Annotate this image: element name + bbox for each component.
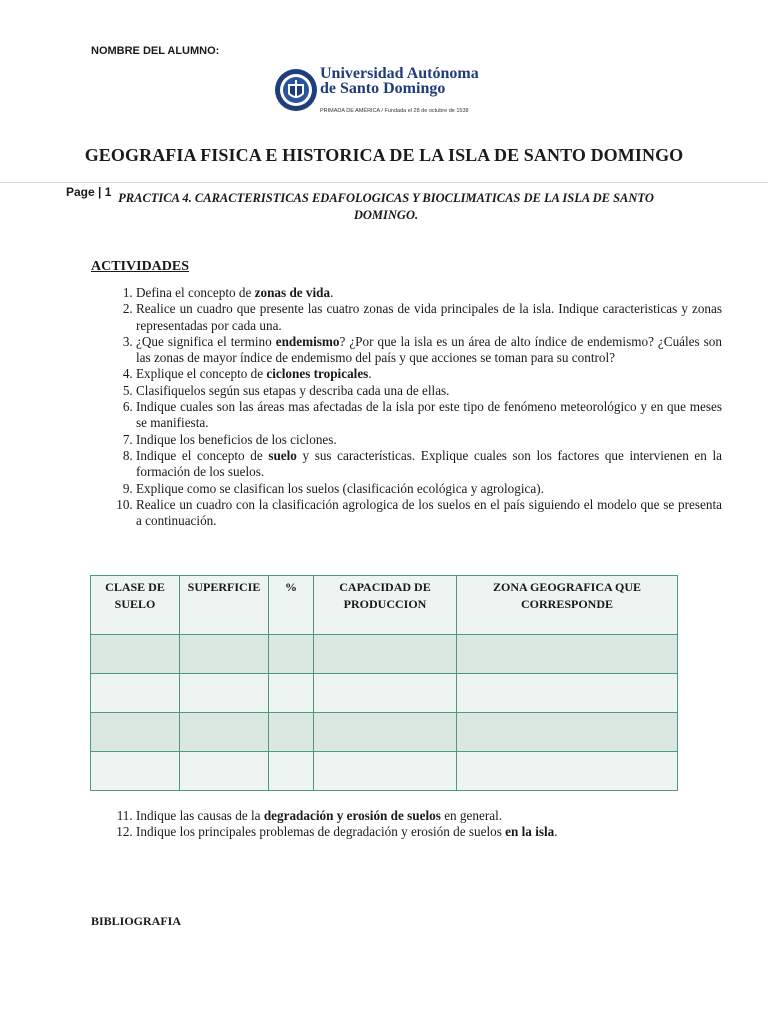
activity-item (136, 481, 722, 497)
activities-heading: ACTIVIDADES (91, 259, 190, 274)
table-cell (269, 713, 314, 752)
table-cell (180, 713, 269, 752)
university-seal-icon (274, 64, 318, 120)
page-number: Page | 1 (66, 185, 112, 199)
table-cell (91, 635, 180, 674)
activity-item (136, 448, 722, 481)
activities-list-continued (91, 808, 722, 841)
table-cell (91, 713, 180, 752)
table-cell (457, 713, 678, 752)
activity-text-tail: . (554, 824, 558, 840)
page-title: GEOGRAFIA FISICA E HISTORICA DE LA ISLA DE SANTO DOMINGO (84, 145, 684, 165)
activity-text: Realice un cuadro que presente las cuatro zonas de vida principales de la isla. Indique caracteristicas y zonas representadas por cada una. (136, 301, 722, 333)
table-cell (314, 674, 457, 713)
activity-item (136, 432, 722, 448)
activity-text-tail: y sus características. Explique cuales son los factores que intervienen en la formación de los suelos. (136, 447, 722, 480)
activity-text: Clasifiquelos según sus etapas y describa cada una de ellas. (136, 382, 450, 398)
table-cell (457, 635, 678, 674)
table-row (91, 713, 678, 752)
soil-classification-table (90, 575, 678, 791)
university-tagline: PRIMADA DE AMÉRICA / Fundada el 28 de octubre de 1538 (320, 108, 469, 114)
activity-text: Indique cuales son las áreas mas afectadas de la isla por este tipo de fenómeno meteorológico y en que meses se manifiesta. (136, 399, 722, 431)
column-header-capacidad: CAPACIDAD DE PRODUCCION (314, 576, 457, 635)
table-row (91, 752, 678, 791)
activity-emphasis: suelo (268, 447, 297, 463)
table-cell (314, 752, 457, 791)
table-row (91, 674, 678, 713)
activity-item (136, 808, 722, 824)
activity-text: Indique los beneficios de los ciclones. (136, 431, 337, 447)
university-logo (274, 64, 496, 120)
column-header-clase: CLASE DE SUELO (91, 576, 180, 635)
activity-item (136, 497, 722, 530)
activity-item (136, 383, 722, 399)
activity-text: Indique las causas de la (136, 808, 264, 823)
practice-title: PRACTICA 4. CARACTERISTICAS EDAFOLOGICAS Y BIOCLIMATICAS DE LA ISLA DE SANTO DOMINGO. (118, 191, 654, 222)
activity-text: Explique el concepto de (136, 366, 267, 382)
table-body (91, 635, 678, 791)
activity-item (136, 334, 722, 367)
table-cell (180, 752, 269, 791)
activity-emphasis: endemismo (275, 333, 340, 349)
activity-text: Indique los principales problemas de degradación y erosión de suelos (136, 824, 506, 840)
activity-emphasis: degradación y erosión de suelos (263, 808, 441, 823)
table-cell (269, 635, 314, 674)
activity-text: ¿Que significa el termino (136, 333, 276, 349)
table-row (91, 635, 678, 674)
activity-item (136, 366, 722, 382)
student-name-label: NOMBRE DEL ALUMNO: (91, 45, 220, 57)
activity-emphasis: ciclones tropicales (266, 366, 369, 382)
table-cell (180, 635, 269, 674)
table-cell (269, 674, 314, 713)
activities-list (91, 285, 722, 529)
column-header-superficie: SUPERFICIE (180, 576, 269, 635)
table-cell (91, 674, 180, 713)
header-divider (0, 182, 768, 183)
table-cell (91, 752, 180, 791)
university-name-line1: Universidad Autónoma (320, 65, 479, 82)
activity-item (136, 824, 722, 840)
table-cell (314, 713, 457, 752)
activity-text-tail: . (368, 366, 372, 382)
activity-text-tail: en general. (440, 808, 503, 823)
activity-text-tail: . (330, 285, 334, 300)
column-header-percent: % (269, 576, 314, 635)
activity-item (136, 285, 722, 301)
table-cell (180, 674, 269, 713)
activity-item (136, 301, 722, 334)
activity-text: Indique el concepto de (136, 447, 269, 463)
table-cell (457, 674, 678, 713)
activity-text: Defina el concepto de (136, 285, 255, 300)
activity-item (136, 399, 722, 432)
table-header-row (91, 576, 678, 635)
activity-emphasis: en la isla (505, 824, 555, 840)
activity-text-tail: ? ¿Por que la isla es un área de alto índice de endemismo? ¿Cuáles son las zonas de mayor índice de endemismo del país y que acciones se toman para su control? (136, 333, 722, 366)
table-cell (314, 635, 457, 674)
activity-text: Realice un cuadro con la clasificación agrologica de los suelos en el país siguiendo el modelo que se presenta a continuación. (136, 496, 722, 529)
activity-text: Explique como se clasifican los suelos (clasificación ecológica y agrologica). (136, 480, 544, 496)
activity-emphasis: zonas de vida (254, 285, 331, 300)
university-name-line2: de Santo Domingo (320, 80, 446, 97)
university-name (320, 66, 500, 96)
table-cell (457, 752, 678, 791)
bibliography-heading: BIBLIOGRAFIA (91, 914, 182, 928)
column-header-zona: ZONA GEOGRAFICA QUE CORRESPONDE (457, 576, 678, 635)
table-cell (269, 752, 314, 791)
